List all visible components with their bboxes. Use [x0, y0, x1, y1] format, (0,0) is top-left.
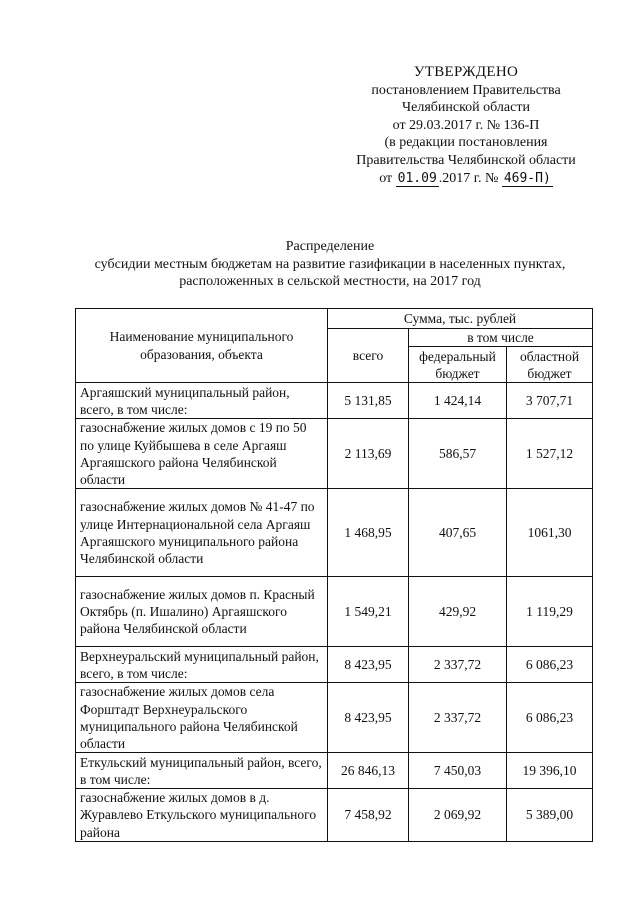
row-name: Аргаяшский муниципальный район, всего, в том числе:	[76, 383, 328, 419]
approval-date-line	[330, 170, 602, 188]
row-regional: 1 527,12	[507, 419, 593, 489]
row-total: 1 468,95	[328, 489, 409, 577]
row-federal: 1 424,14	[409, 383, 507, 419]
row-federal: 407,65	[409, 489, 507, 577]
table-row	[76, 789, 593, 842]
approval-heading: УТВЕРЖДЕНО	[413, 64, 519, 80]
approval-line: от 29.03.2017 г. № 136-П	[392, 117, 540, 133]
subsidy-table	[75, 308, 593, 842]
row-regional: 6 086,23	[507, 683, 593, 753]
row-total: 5 131,85	[328, 383, 409, 419]
header-including: в том числе	[409, 329, 593, 347]
approval-line: Челябинской области	[402, 100, 530, 116]
row-total: 2 113,69	[328, 419, 409, 489]
row-federal: 429,92	[409, 577, 507, 647]
table-row	[76, 383, 593, 419]
row-regional: 6 086,23	[507, 647, 593, 683]
header-regional: областной бюджет	[507, 347, 593, 383]
approval-line: постановлением Правительства	[371, 82, 561, 98]
approval-date-mid: .2017 г. №	[438, 170, 499, 186]
row-regional: 19 396,10	[507, 753, 593, 789]
row-federal: 586,57	[409, 419, 507, 489]
row-total: 8 423,95	[328, 647, 409, 683]
table-row	[76, 577, 593, 647]
row-federal: 2 337,72	[409, 647, 507, 683]
table-row	[76, 419, 593, 489]
table-row	[76, 753, 593, 789]
header-federal: федеральный бюджет	[409, 347, 507, 383]
row-name: газоснабжение жилых домов с 19 по 50 по улице Куйбышева в селе Аргаяш Аргаяшского района Челябинской области	[76, 419, 328, 489]
row-federal: 2 337,72	[409, 683, 507, 753]
header-name-column: Наименование муниципального образования, объекта	[76, 309, 328, 383]
approval-line: (в редакции постановления	[384, 135, 548, 151]
row-name: газоснабжение жилых домов № 41-47 по улице Интернациональной села Аргаяш Аргаяшского муниципального района Челябинской области	[76, 489, 328, 577]
title-line: субсидии местным бюджетам на развитие газификации в населенных пунктах,	[94, 256, 566, 272]
table-row	[76, 683, 593, 753]
row-federal: 7 450,03	[409, 753, 507, 789]
row-regional: 1061,30	[507, 489, 593, 577]
row-total: 1 549,21	[328, 577, 409, 647]
row-name: Еткульский муниципальный район, всего, в том числе:	[76, 753, 328, 789]
row-name: газоснабжение жилых домов села Форштадт Верхнеуральского муниципального района Челябинской области	[76, 683, 328, 753]
table-row	[76, 647, 593, 683]
header-total: всего	[328, 329, 409, 383]
row-federal: 2 069,92	[409, 789, 507, 842]
handwritten-number: 469-П)	[503, 170, 551, 186]
row-regional: 3 707,71	[507, 383, 593, 419]
approval-stamp	[330, 64, 602, 187]
row-regional: 5 389,00	[507, 789, 593, 842]
row-name: Верхнеуральский муниципальный район, всего, в том числе:	[76, 647, 328, 683]
title-line: расположенных в сельской местности, на 2017 год	[179, 274, 481, 290]
row-name: газоснабжение жилых домов п. Красный Октябрь (п. Ишалино) Аргаяшского района Челябинской области	[76, 577, 328, 647]
approval-date-prefix: от	[379, 170, 393, 186]
row-name: газоснабжение жилых домов в д. Журавлево Еткульского муниципального района	[76, 789, 328, 842]
handwritten-date: 01.09	[397, 170, 437, 186]
row-total: 7 458,92	[328, 789, 409, 842]
row-regional: 1 119,29	[507, 577, 593, 647]
header-sum: Сумма, тыс. рублей	[328, 309, 593, 329]
title-line: Распределение	[285, 239, 375, 254]
row-total: 26 846,13	[328, 753, 409, 789]
row-total: 8 423,95	[328, 683, 409, 753]
table-row	[76, 489, 593, 577]
document-title	[60, 238, 600, 291]
approval-line: Правительства Челябинской области	[356, 152, 576, 168]
